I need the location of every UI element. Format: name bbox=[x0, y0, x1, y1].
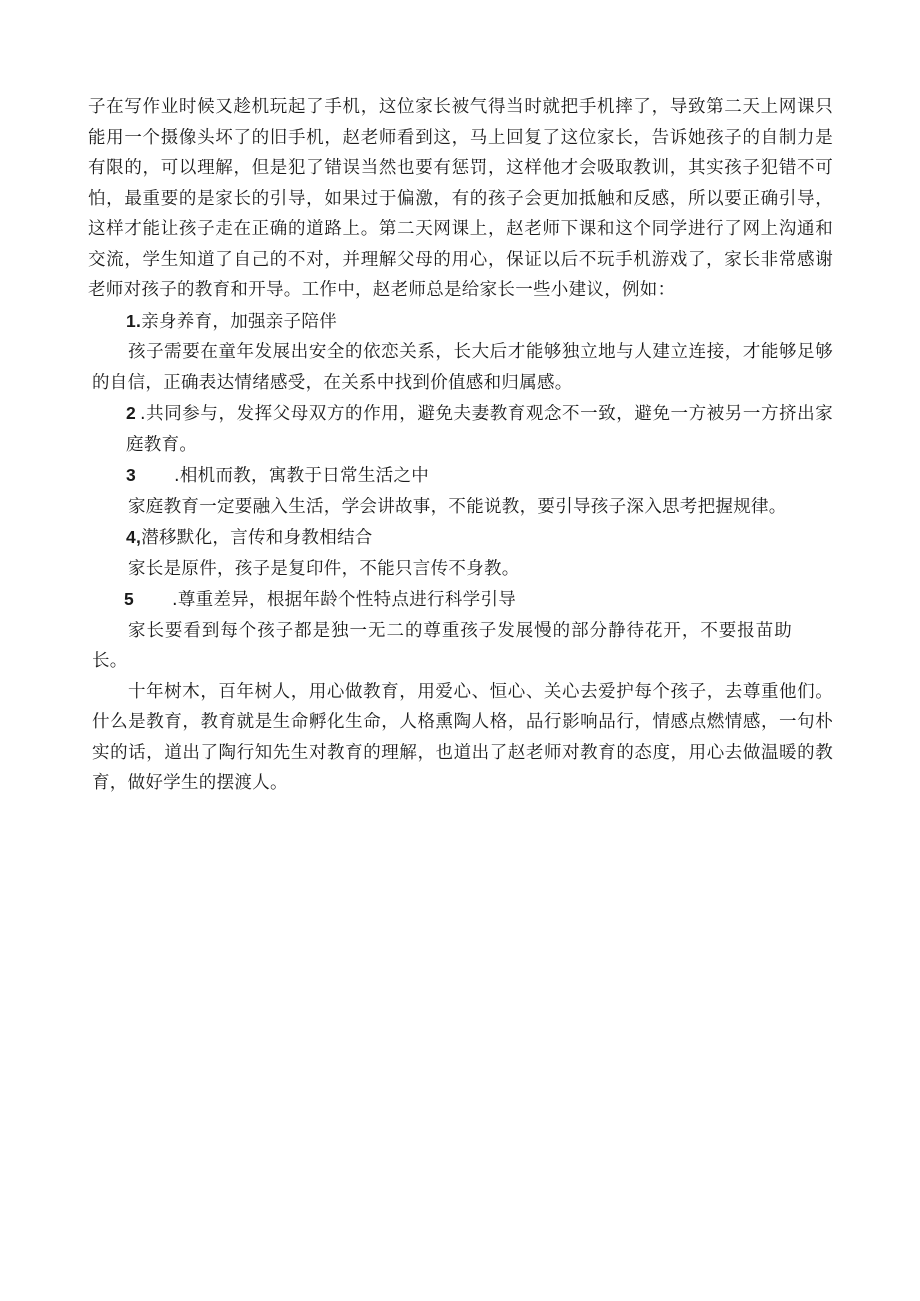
list-item-3-number: 3 bbox=[126, 465, 137, 485]
list-item-3-text: .相机而教，寓教于日常生活之中 bbox=[174, 466, 430, 486]
paragraph-intro: 子在写作业时候又趁机玩起了手机，这位家长被气得当时就把手机摔了，导致第二天上网课只能用一个摄像头坏了的旧手机，赵老师看到这，马上回复了这位家长，告诉她孩子的自制力是有限的，可以理解，但是犯了错误当然也要有惩罚，这样他才会吸取教训，其实孩子犯错不可怕，最重要的是家长的引导，如果过于偏激，有的孩子会更加抵触和反感，所以要正确引导，这样才能让孩子走在正确的道路上。第二天网课上，赵老师下课和这个同学进行了网上沟通和交流，学生知道了自己的不对，并理解父母的用心，保证以后不玩手机游戏了，家长非常感谢老师对孩子的教育和开导。工作中，赵老师总是给家长一些小建议，例如： bbox=[88, 97, 833, 300]
list-item-1 bbox=[88, 306, 833, 338]
list-item-2 bbox=[88, 398, 833, 460]
paragraph-role-model: 家长是原件，孩子是复印件，不能只言传不身教。 bbox=[128, 558, 520, 579]
list-item-5-number: 5 bbox=[124, 589, 135, 609]
paragraph-respect-differences: 家长要看到每个孩子都是独一无二的尊重孩子发展慢的部分静待花开，不要报苗助长。 bbox=[92, 620, 792, 671]
paragraph-attachment: 孩子需要在童年发展出安全的依恋关系，长大后才能够独立地与人建立连接，才能够足够的自信，正确表达情绪感受，在关系中找到价值感和归属感。 bbox=[92, 342, 833, 393]
list-item-2-number: 2 bbox=[126, 403, 137, 423]
document-body bbox=[88, 92, 833, 799]
list-item-4-number: 4, bbox=[126, 527, 142, 547]
list-item-4 bbox=[88, 522, 833, 554]
list-item-1-text: 亲身养育，加强亲子陪伴 bbox=[141, 311, 338, 332]
list-item-1-number: 1. bbox=[126, 310, 142, 331]
list-item-5 bbox=[88, 584, 833, 616]
list-item-3 bbox=[88, 460, 833, 492]
list-item-4-text: 潜移默化，言传和身教相结合 bbox=[141, 528, 373, 548]
paragraph-daily-life: 家庭教育一定要融入生活，学会讲故事，不能说教，要引导孩子深入思考把握规律。 bbox=[128, 496, 787, 517]
list-item-2-text: .共同参与，发挥父母双方的作用，避免夫妻教育观念不一致，避免一方被另一方挤出家庭教育。 bbox=[126, 404, 833, 455]
list-item-5-text: .尊重差异，根据年龄个性特点进行科学引导 bbox=[172, 590, 517, 610]
paragraph-conclusion: 十年树木，百年树人，用心做教育，用爱心、恒心、关心去爱护每个孩子，去尊重他们。什么是教育，教育就是生命孵化生命，人格熏陶人格，品行影响品行，情感点燃情感，一句朴实的话，道出了陶行知先生对教育的理解，也道出了赵老师对教育的态度，用心去做温暖的教育，做好学生的摆渡人。 bbox=[92, 681, 833, 793]
